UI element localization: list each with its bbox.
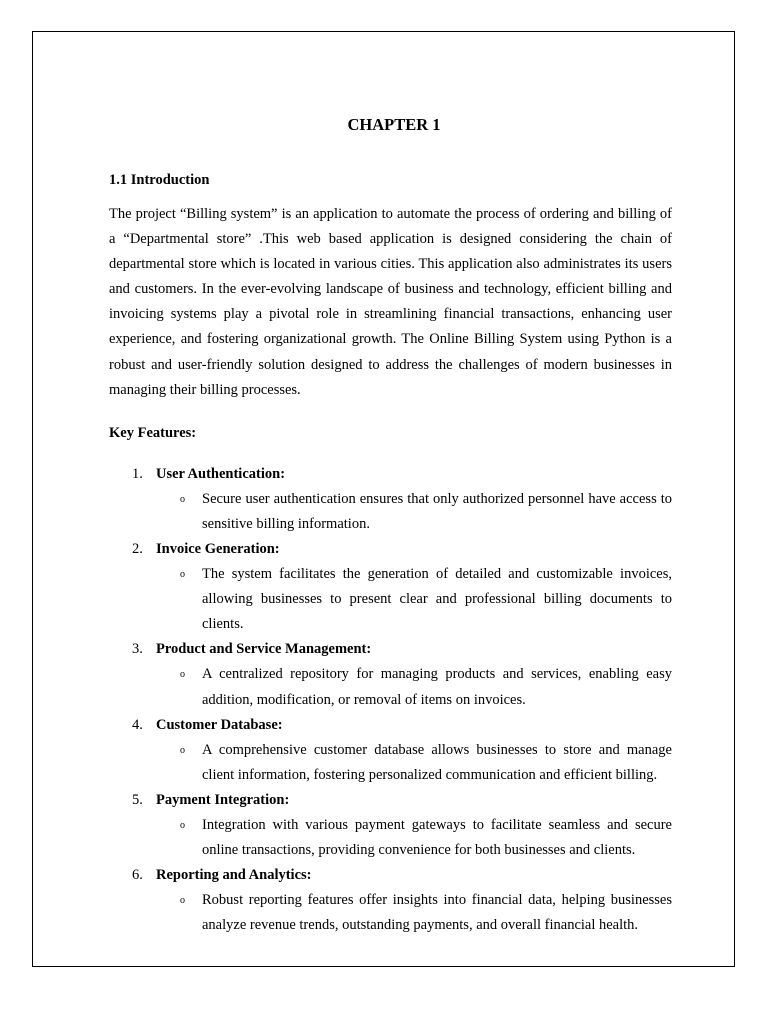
feature-description: A centralized repository for managing products and services, enabling easy addition, modification, or removal of items on invoices. (202, 666, 672, 708)
chapter-title: CHAPTER 1 (347, 115, 441, 134)
feature-title: User Authentication: (156, 466, 286, 482)
feature-item (109, 637, 672, 712)
feature-number: 6. (132, 867, 143, 884)
intro-paragraph: The project “Billing system” is an application to automate the process of ordering and billing of a “Departmental store” .This web based application is designed considering the chain of departmental store which is located in various cities. This application also administrates its users and customers. In the ever-evolving landscape of business and technology, efficient billing and invoicing systems play a pivotal role in streamlining financial transactions, enhancing user experience, and fostering organizational growth. The Online Billing System using Python is a robust and user-friendly solution designed to address the challenges of modern businesses in managing their billing processes. (109, 206, 672, 398)
bullet-icon: o (180, 494, 185, 505)
feature-number: 2. (132, 541, 143, 558)
key-features-heading: Key Features: (109, 425, 197, 441)
section-heading: 1.1 Introduction (109, 172, 210, 188)
feature-description: The system facilitates the generation of detailed and customizable invoices, allowing businesses to present clear and professional billing documents to clients. (202, 566, 672, 633)
feature-item (109, 537, 672, 637)
feature-list (109, 462, 672, 938)
feature-item (109, 713, 672, 788)
feature-title: Payment Integration: (156, 791, 290, 808)
feature-number: 3. (132, 641, 143, 658)
bullet-icon: o (180, 669, 185, 681)
bullet-icon: o (180, 895, 185, 907)
feature-title: Reporting and Analytics: (156, 867, 312, 884)
feature-number: 1. (132, 466, 143, 482)
bullet-icon: o (180, 569, 185, 581)
feature-item (109, 863, 672, 938)
feature-description: Secure user authentication ensures that only authorized personnel have access to sensitive billing information. (202, 491, 672, 533)
feature-item (109, 788, 672, 863)
feature-title: Invoice Generation: (156, 541, 280, 558)
bullet-icon: o (180, 819, 185, 831)
feature-title: Customer Database: (156, 716, 283, 733)
feature-description: Integration with various payment gateways to facilitate seamless and secure online transactions, providing convenience for both businesses and clients. (202, 816, 672, 858)
feature-description: A comprehensive customer database allows businesses to store and manage client information, fostering personalized communication and efficient billing. (202, 741, 672, 783)
feature-title: Product and Service Management: (156, 641, 372, 658)
feature-number: 4. (132, 716, 143, 733)
bullet-icon: o (180, 744, 185, 756)
feature-description: Robust reporting features offer insights into financial data, helping businesses analyze revenue trends, outstanding payments, and overall financial health. (202, 892, 672, 934)
feature-number: 5. (132, 791, 143, 808)
feature-item (109, 462, 672, 537)
